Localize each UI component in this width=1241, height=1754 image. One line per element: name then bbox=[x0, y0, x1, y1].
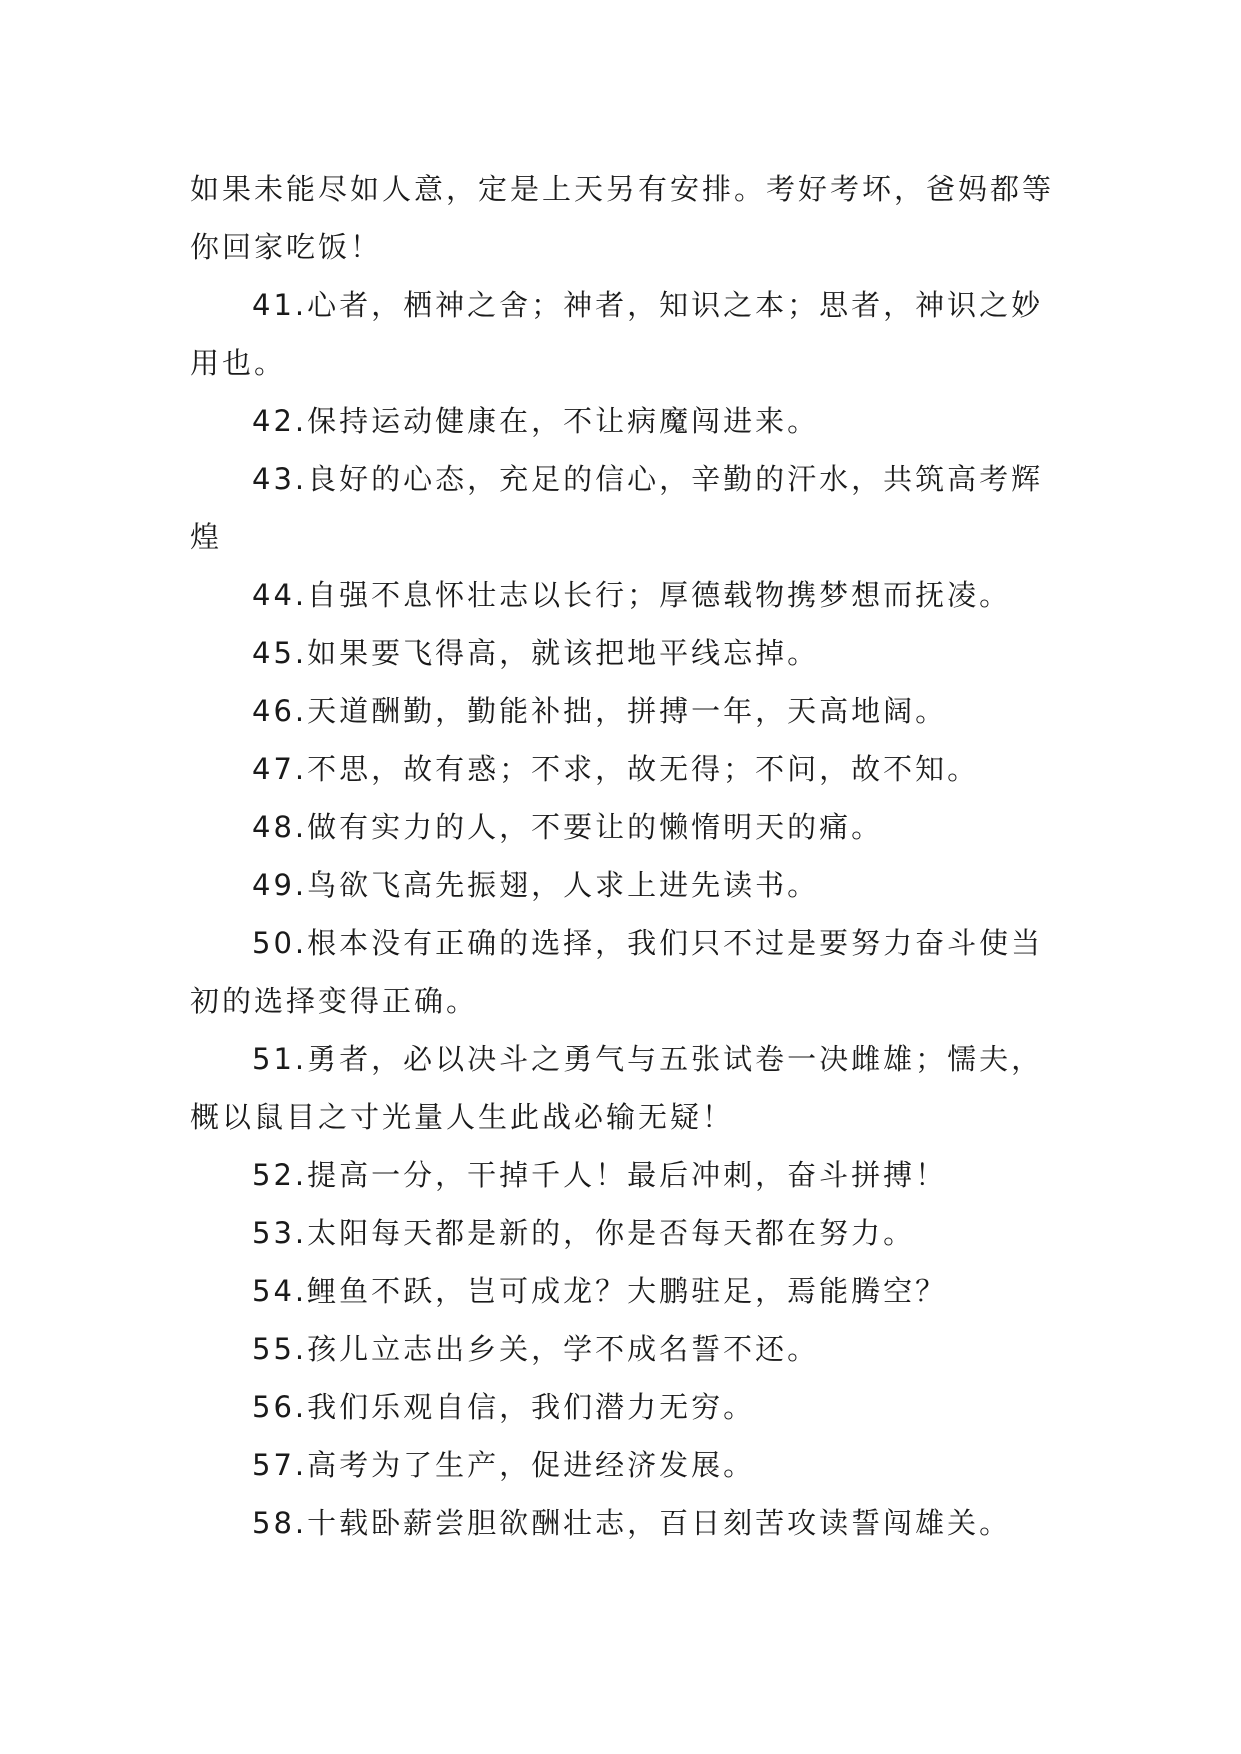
quote-55: 55.孩儿立志出乡关，学不成名誓不还。 bbox=[252, 1332, 820, 1366]
quote-50: 50.根本没有正确的选择，我们只不过是要努力奋斗使当初的选择变得正确。 bbox=[190, 926, 1044, 1018]
quote-52: 52.提高一分，干掉千人！最后冲刺，奋斗拼搏！ bbox=[252, 1158, 948, 1192]
quote-42: 42.保持运动健康在，不让病魔闯进来。 bbox=[252, 404, 820, 438]
quote-43: 43.良好的心态，充足的信心，辛勤的汗水，共筑高考辉煌 bbox=[190, 462, 1044, 554]
quote-44: 44.自强不息怀壮志以长行；厚德载物携梦想而抚凌。 bbox=[252, 578, 1012, 612]
quote-46: 46.天道酬勤，勤能补拙，拼搏一年，天高地阔。 bbox=[252, 694, 948, 728]
quote-41: 41.心者，栖神之舍；神者，知识之本；思者，神识之妙用也。 bbox=[190, 288, 1044, 380]
quote-58: 58.十载卧薪尝胆欲酬壮志，百日刻苦攻读誓闯雄关。 bbox=[252, 1506, 1012, 1540]
quote-51: 51.勇者，必以决斗之勇气与五张试卷一决雌雄；懦夫，概以鼠目之寸光量人生此战必输无疑！ bbox=[190, 1042, 1044, 1134]
quote-49: 49.鸟欲飞高先振翅，人求上进先读书。 bbox=[252, 868, 820, 902]
quote-53: 53.太阳每天都是新的，你是否每天都在努力。 bbox=[252, 1216, 916, 1250]
quote-57: 57.高考为了生产，促进经济发展。 bbox=[252, 1448, 756, 1482]
document-body bbox=[190, 160, 1070, 1552]
quote-48: 48.做有实力的人，不要让的懒惰明天的痛。 bbox=[252, 810, 884, 844]
quote-56: 56.我们乐观自信，我们潜力无穷。 bbox=[252, 1390, 756, 1424]
paragraph-continued: 如果未能尽如人意，定是上天另有安排。考好考坏，爸妈都等你回家吃饭！ bbox=[190, 172, 1055, 264]
quote-45: 45.如果要飞得高，就该把地平线忘掉。 bbox=[252, 636, 820, 670]
quote-47: 47.不思，故有惑；不求，故无得；不问，故不知。 bbox=[252, 752, 980, 786]
quote-54: 54.鲤鱼不跃，岂可成龙？大鹏驻足，焉能腾空？ bbox=[252, 1274, 948, 1308]
